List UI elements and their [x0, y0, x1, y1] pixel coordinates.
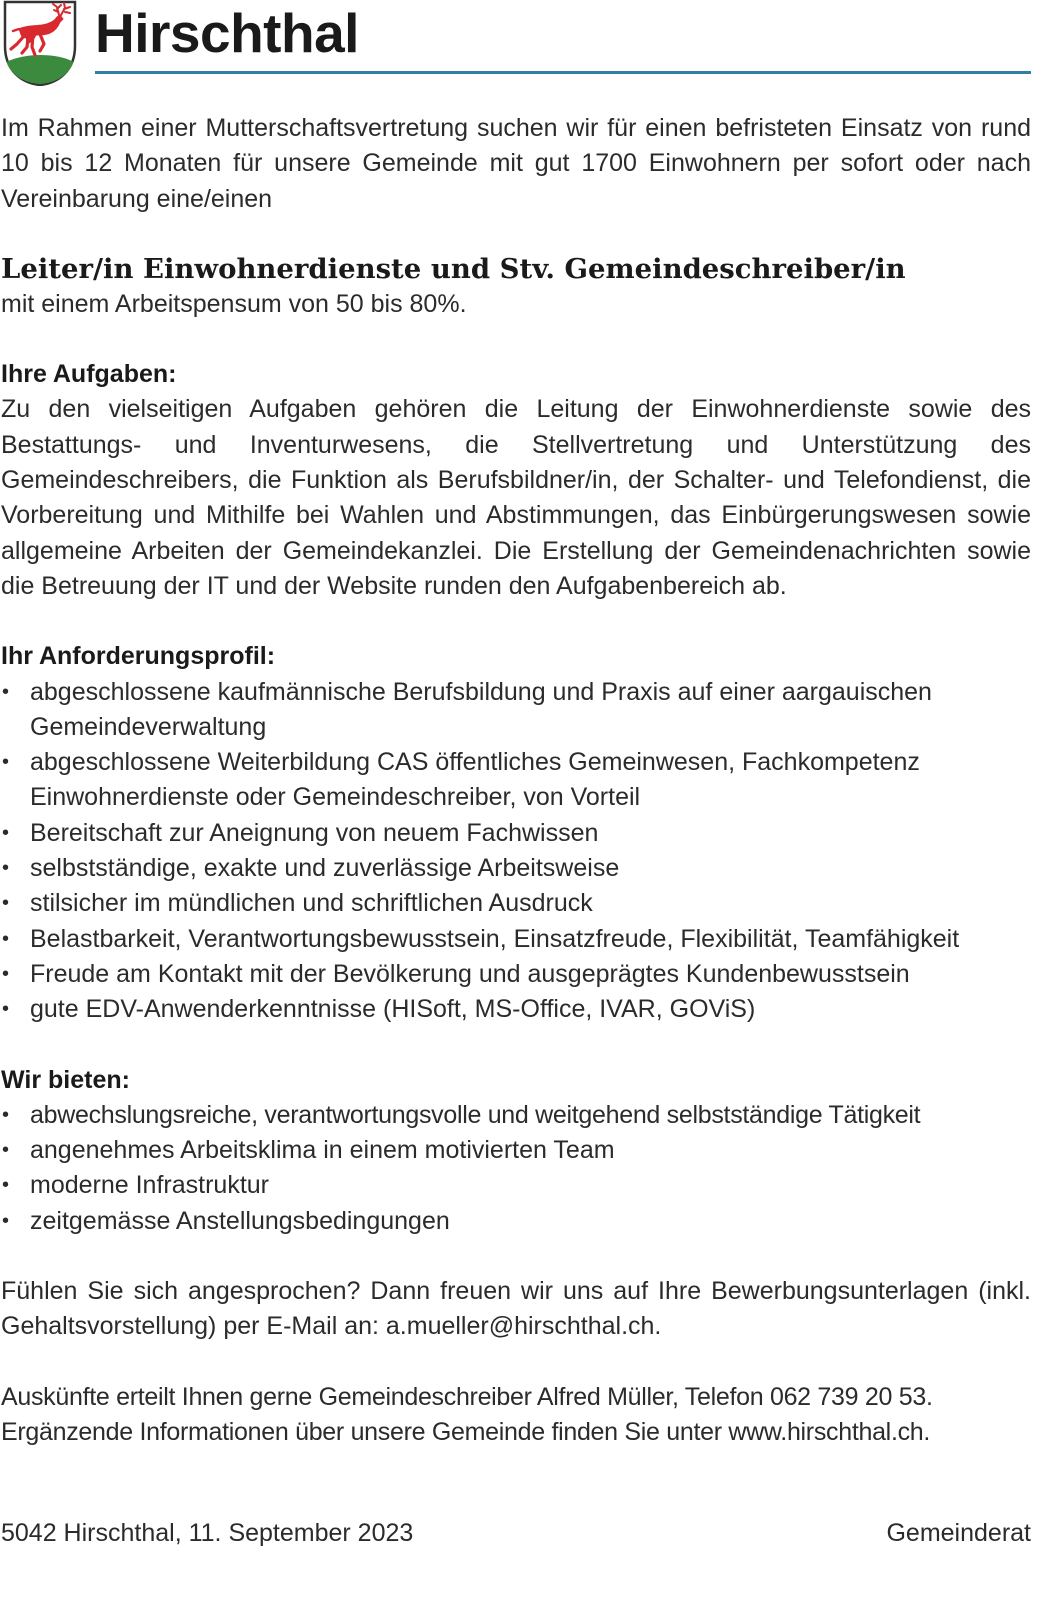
- list-item: • selbstständige, exakte und zuverlässige Arbeitsweise: [1, 851, 1031, 886]
- list-item: • gute EDV-Anwenderkenntnisse (HISoft, MS-Office, IVAR, GOViS): [1, 992, 1031, 1027]
- signature: Gemeinderat: [886, 1519, 1031, 1547]
- requirements-heading: Ihr Anforderungsprofil:: [1, 642, 276, 671]
- job-ad-body: [1, 111, 1031, 1450]
- list-item: • zeitgemässe Anstellungsbedingungen: [1, 1204, 1031, 1239]
- offer-heading: Wir bieten:: [1, 1065, 130, 1094]
- list-item: • abgeschlossene Weiterbildung CAS öffentliches Gemeinwesen, Fachkompetenz Einwohnerdienste oder Gemeindeschreiber, von Vorteil: [1, 745, 1031, 816]
- application-paragraph: Fühlen Sie sich angesprochen? Dann freuen wir uns auf Ihre Bewerbungsunterlagen (inkl. Gehaltsvorstellung) per E-Mail an: a.mueller@hirschthal.ch.: [1, 1277, 1031, 1341]
- contact-line: Auskünfte erteilt Ihnen gerne Gemeindeschreiber Alfred Müller, Telefon 062 739 20 53.: [1, 1382, 933, 1411]
- list-item: • Bereitschaft zur Aneignung von neuem Fachwissen: [1, 816, 1031, 851]
- deer-crest-icon: [2, 0, 78, 86]
- list-item: • Freude am Kontakt mit der Bevölkerung und ausgeprägtes Kundenbewusstsein: [1, 957, 1031, 992]
- list-item: • stilsicher im mündlichen und schriftlichen Ausdruck: [1, 886, 1031, 921]
- org-name: Hirschthal: [95, 2, 359, 64]
- place-date: 5042 Hirschthal, 11. September 2023: [1, 1519, 414, 1547]
- list-item: • abwechslungsreiche, verantwortungsvolle und weitgehend selbstständige Tätigkeit: [1, 1098, 1031, 1133]
- list-item: • angenehmes Arbeitsklima in einem motivierten Team: [1, 1133, 1031, 1168]
- tasks-paragraph: Zu den vielseitigen Aufgaben gehören die Leitung der Einwohnerdienste sowie des Bestattungs- und Inventurwesens, die Stellvertretung und Unterstützung des Gemeindeschreibers, die Funktion als Berufsbildner/in, der Schalter- und Telefondienst, die Vorbereitung und Mithilfe bei Wahlen und Abstimmungen, das Einbürgerungswesen sowie allgemeine Arbeiten der Gemeindekanzlei. Die Erstellung der Gemeindenachrichten sowie die Betreuung der IT und der Website runden den Aufgabenbereich ab.: [1, 395, 1031, 600]
- workload-line: mit einem Arbeitspensum von 50 bis 80%.: [1, 289, 467, 318]
- header: [0, 0, 1051, 90]
- offer-list: [1, 1098, 1031, 1239]
- list-item: • abgeschlossene kaufmännische Berufsbildung und Praxis auf einer aargauischen Gemeindeverwaltung: [1, 675, 1031, 746]
- list-item: • moderne Infrastruktur: [1, 1168, 1031, 1203]
- tasks-heading: Ihre Aufgaben:: [1, 360, 177, 389]
- header-rule: [95, 71, 1031, 74]
- intro-paragraph: Im Rahmen einer Mutterschaftsvertretung suchen wir für einen befristeten Einsatz von rund 10 bis 12 Monaten für unsere Gemeinde mit gut 1700 Einwohnern per sofort oder nach Vereinbarung eine/einen: [1, 114, 1031, 213]
- footer: [1, 1516, 1031, 1551]
- website-line: Ergänzende Informationen über unsere Gemeinde finden Sie unter www.hirschthal.ch.: [1, 1417, 931, 1446]
- list-item: • Belastbarkeit, Verantwortungsbewusstsein, Einsatzfreude, Flexibilität, Teamfähigkeit: [1, 922, 1031, 957]
- position-title: Leiter/in Einwohnerdienste und Stv. Gemeindeschreiber/in: [1, 252, 906, 285]
- requirements-list: [1, 675, 1031, 1028]
